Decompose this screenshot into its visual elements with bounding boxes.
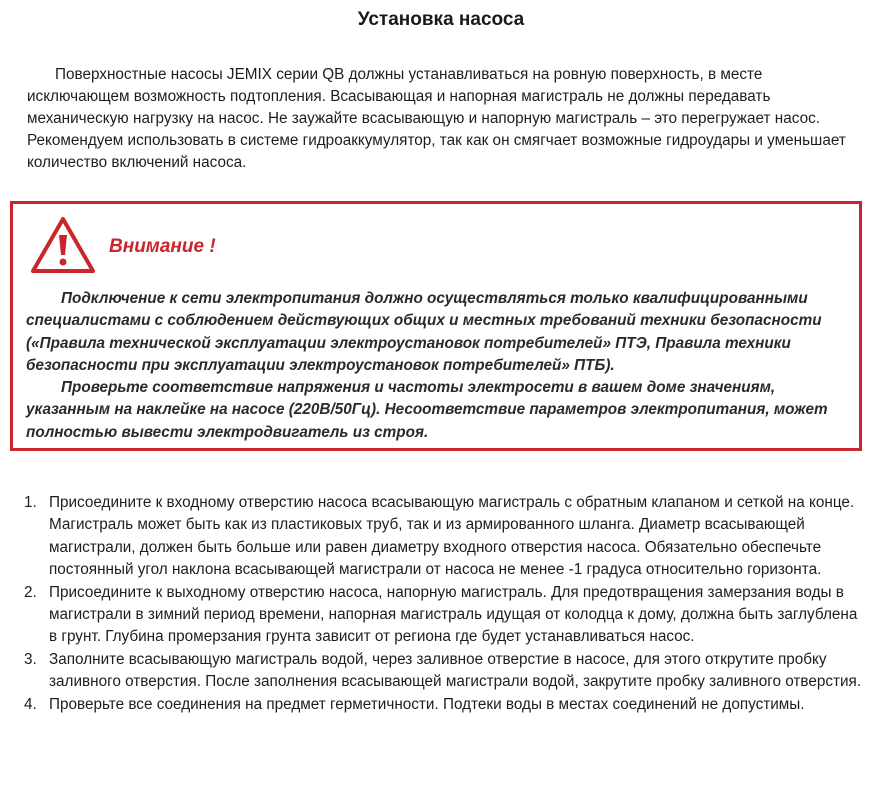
step-number: 1. xyxy=(24,494,37,511)
warning-triangle-icon xyxy=(29,215,97,275)
step-text: Присоедините к выходному отверстию насоса, напорную магистраль. Для предотвращения замерзания воды в магистрали в зимний период времени, напорная магистраль идущая от колодца к дому, должна быть заглублена в грунт. Глубина промерзания грунта зависит от региона где будет устанавливаться насос. xyxy=(49,583,858,646)
intro-section xyxy=(27,64,857,174)
page-title: Установка насоса xyxy=(357,9,525,30)
warning-box xyxy=(10,201,862,451)
list-item xyxy=(0,492,869,582)
step-number: 2. xyxy=(24,583,37,601)
step-text: Заполните всасывающую магистраль водой, через заливное отверстие в насосе, для этого открутите пробку заливного отверстия. После заполнения всасывающей магистрали водой, закрутите пробку заливного отверстия. xyxy=(49,650,862,691)
list-item xyxy=(0,694,869,716)
list-item xyxy=(0,582,869,649)
warning-title: Внимание ! xyxy=(109,236,216,257)
intro-paragraph: Поверхностные насосы JEMIX серии QB должны устанавливаться на ровную поверхность, в месте исключающем возможность подтопления. Всасывающая и напорная магистраль не должны передавать механическую нагрузку на насос. Не заужайте всасывающую и напорную магистраль – это перегружает насос. Рекомендуем использовать в системе гидроаккумулятор, так как он смягчает возможные гидроудары и уменьшает количество включений насоса. xyxy=(27,66,846,171)
step-text: Проверьте все соединения на предмет герметичности. Подтеки воды в местах соединений не допустимы. xyxy=(49,695,805,713)
list-item xyxy=(0,649,869,694)
step-number: 4. xyxy=(24,695,37,713)
step-number: 3. xyxy=(24,650,37,668)
warning-paragraph: Подключение к сети электропитания должно осуществляться только квалифицированными специалистами с соблюдением действующих общих и местных требований техники безопасности («Правила технической эксплуатации электроустановок потребителей» ПТЭ, Правила техники безопасности при эксплуатации электроустановок потребителей» ПТБ). xyxy=(26,290,822,374)
warning-paragraph: Проверьте соответствие напряжения и частоты электросети в вашем доме значениям, указанным на наклейке на насосе (220В/50Гц). Несоответствие параметров электропитания, может полностью вывести электродвигатель из строя. xyxy=(26,379,828,441)
step-text: Присоедините к входному отверстию насоса всасывающую магистраль с обратным клапаном и сеткой на конце. Магистраль может быть как из пластиковых труб, так и из армированного шланга. Диаметр всасывающей магистрали, должен быть больше или равен диаметру входного отверстия насоса. Обязательно обеспечьте постоянный угол наклона всасывающей магистрали от насоса не менее -1 градуса относительно горизонта. xyxy=(49,494,855,579)
warning-text xyxy=(26,288,854,444)
installation-steps xyxy=(0,492,882,716)
